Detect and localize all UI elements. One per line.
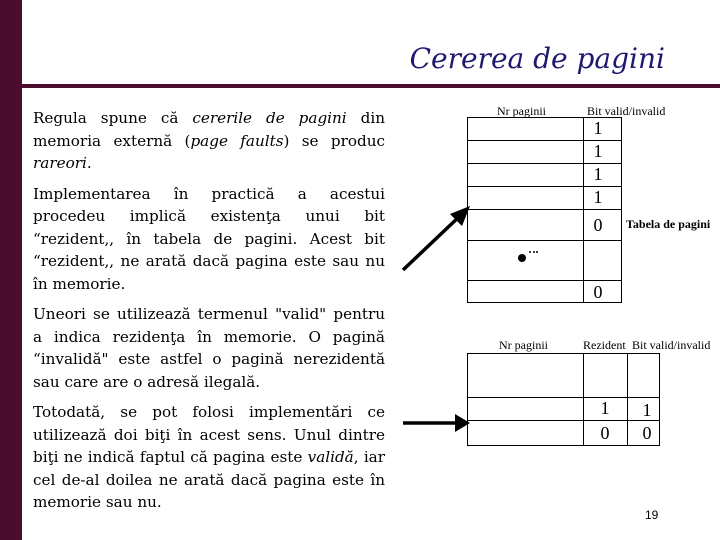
table2-col-page: Nr paginii <box>499 338 548 352</box>
table2-resident-2: 0 <box>600 423 610 443</box>
table1-bit-5: 0 <box>593 215 603 235</box>
table2-col-valid: Bit valid/invalid <box>632 338 711 352</box>
table2-col-resident: Rezident <box>583 338 626 352</box>
paragraph-2: Implementarea în practică a acestui procedeu implică existenţa unui bit “rezident,, în tabela de pagini. Acest bit “rezident,, ne arată dacă pagina este sau nu în memorie. <box>33 184 385 293</box>
slide-title: Cererea de pagini <box>409 42 665 75</box>
table2-resident-1: 1 <box>600 398 610 418</box>
table1-bit-6: 0 <box>593 282 603 302</box>
page-number: 19 <box>645 508 659 522</box>
paragraph-1: Regula spune că cererile de pagini din memoria externă (page faults) se produc rareori. <box>33 109 386 172</box>
table2-valid-2: 0 <box>642 423 652 443</box>
paragraph-4: Totodată, se pot folosi implementări ce utilizează doi biţi în acest sens. Unul dintre biţi ne indică faptul că pagina este validă, iar cel de-al doilea ne arată dacă pagina este în memorie sau nu. <box>33 403 385 511</box>
table2-valid-1: 1 <box>642 400 652 420</box>
table1-bit-4: 1 <box>593 187 603 207</box>
table1-col-page: Nr paginii <box>497 104 546 118</box>
table1-divider <box>583 117 584 303</box>
table1-bit-3: 1 <box>593 164 603 184</box>
table1-bit-1: 1 <box>593 118 603 138</box>
table2-frame <box>467 353 660 446</box>
table1-bit-2: 1 <box>593 141 603 161</box>
ellipsis-dots-icon <box>516 246 540 264</box>
table1-side-label: Tabela de pagini <box>626 217 711 231</box>
paragraph-3: Uneori se utilizează termenul "valid" pentru a indica rezidenţa în memorie. O pagină “invalidă" este astfel o pagină nerezidentă sau care are o adresă ilegală. <box>33 305 385 391</box>
table1-col-bit: Bit valid/invalid <box>587 104 666 118</box>
